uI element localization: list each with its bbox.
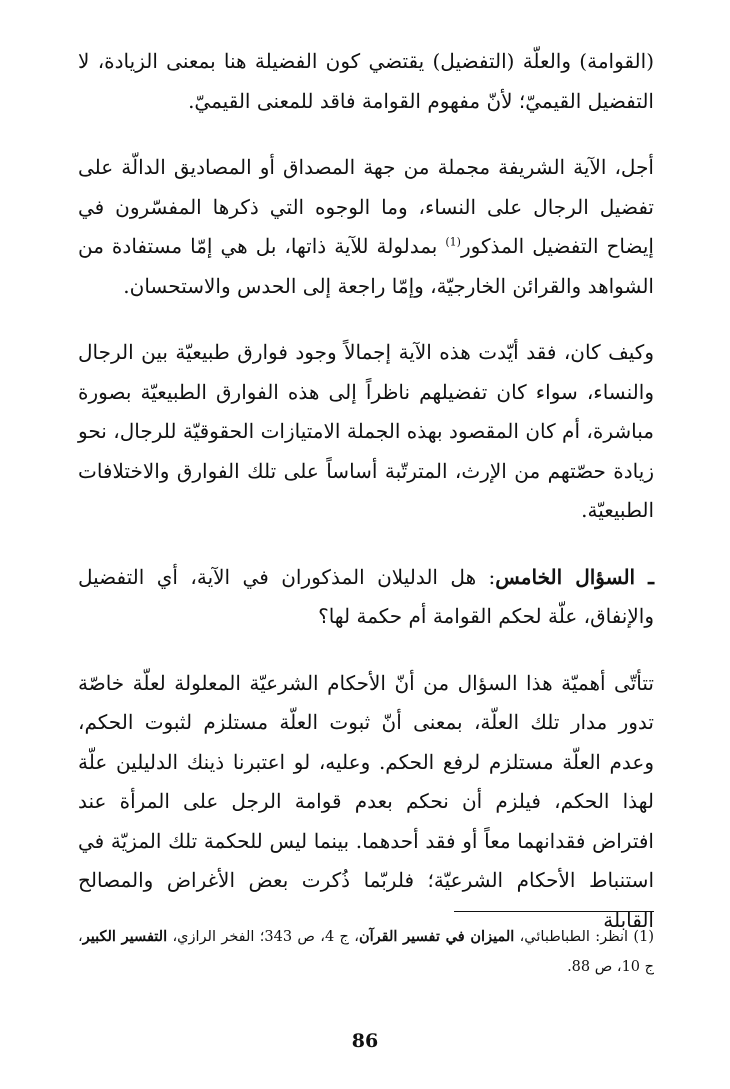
paragraph-spacer [78, 306, 654, 333]
paragraph-3-text: وكيف كان، فقد أيّدت هذه الآية إجمالاً وجود فوارق طبيعيّة بين الرجال والنساء، سواء كان تفضيلهم ناظراً إلى هذه الفوارق الطبيعيّة بصورة مباشرة، أم كان المقصود بهذه الجملة الامتيازات الحقوقيّة للرجال، نحو زيادة حصّتهم من الإرث، المترتّبة أساساً على تلك الفوارق والاختلافات الطبيعيّة. [78, 340, 654, 522]
paragraph-3 [78, 333, 654, 531]
page-number: 86 [351, 1030, 379, 1052]
paragraph-1 [78, 42, 654, 121]
paragraph-4-text: : هل الدليلان المذكوران في الآية، أي التفضيل والإنفاق، علّة لحكم القوامة أم حكمة لها؟ [78, 564, 654, 628]
footnote-book-2: التفسير الكبير [82, 928, 168, 945]
paragraph-5 [78, 664, 654, 941]
footnote-marker: (1) [633, 929, 654, 945]
footnote [78, 922, 654, 982]
paragraph-1-text: (القوامة) والعلّة (التفضيل) يقتضي كون الفضيلة هنا بمعنى الزيادة، لا التفضيل القيميّ؛ لأنّ مفهوم القوامة فاقد للمعنى القيميّ. [78, 49, 654, 113]
paragraph-spacer [78, 637, 654, 664]
footnote-separator [454, 911, 654, 912]
paragraph-5-text: تتأتّى أهميّة هذا السؤال من أنّ الأحكام الشرعيّة المعلولة لعلّة خاصّة تدور مدار تلك العلّة، بمعنى أنّ ثبوت العلّة مستلزم لثبوت الحكم، وعدم العلّة مستلزم لرفع الحكم. وعليه، لو اعتبرنا ذينك الدليلين علّة لهذا الحكم، فيلزم أن نحكم بعدم قوامة الرجل على المرأة عند افتراض فقدانهما معاً أو فقد أحدهما. بينما ليس للحكمة تلك المزيّة في استنباط الأحكام الشرعيّة؛ فلربّما ذُكرت بعض الأغراض والمصالح القابلة [78, 670, 654, 932]
paragraph-2-text-before-note: أجل، الآية الشريفة مجملة من جهة المصداق أو المصاديق الدالّة على تفضيل الرجال على النساء، وما الوجوه التي ذكرها المفسّرون في إيضاح التفضيل المذكور [78, 155, 654, 258]
footnote-reference[interactable]: (1) [445, 235, 461, 249]
footnote-book-1: الميزان في تفسير القرآن [358, 928, 515, 945]
paragraph-spacer [78, 531, 654, 558]
paragraph-spacer [78, 121, 654, 148]
paragraph-2-text-after-note: بمدلولة للآية ذاتها، بل هي إمّا مستفادة من الشواهد والقرائن الخارجيّة، وإمّا راجعة إلى الحدس والاستحسان. [78, 234, 654, 298]
paragraph-4 [78, 558, 654, 637]
question-heading: ـ السؤال الخامس [495, 564, 655, 589]
footnote-ref-1: ، ج 4، ص 343؛ الفخر الرازي، [167, 929, 359, 945]
footnote-intro: انظر: الطباطبائي، [514, 929, 634, 945]
footnote-ref-2: ، ج 10، ص 88. [78, 929, 654, 975]
paragraph-2 [78, 148, 654, 306]
